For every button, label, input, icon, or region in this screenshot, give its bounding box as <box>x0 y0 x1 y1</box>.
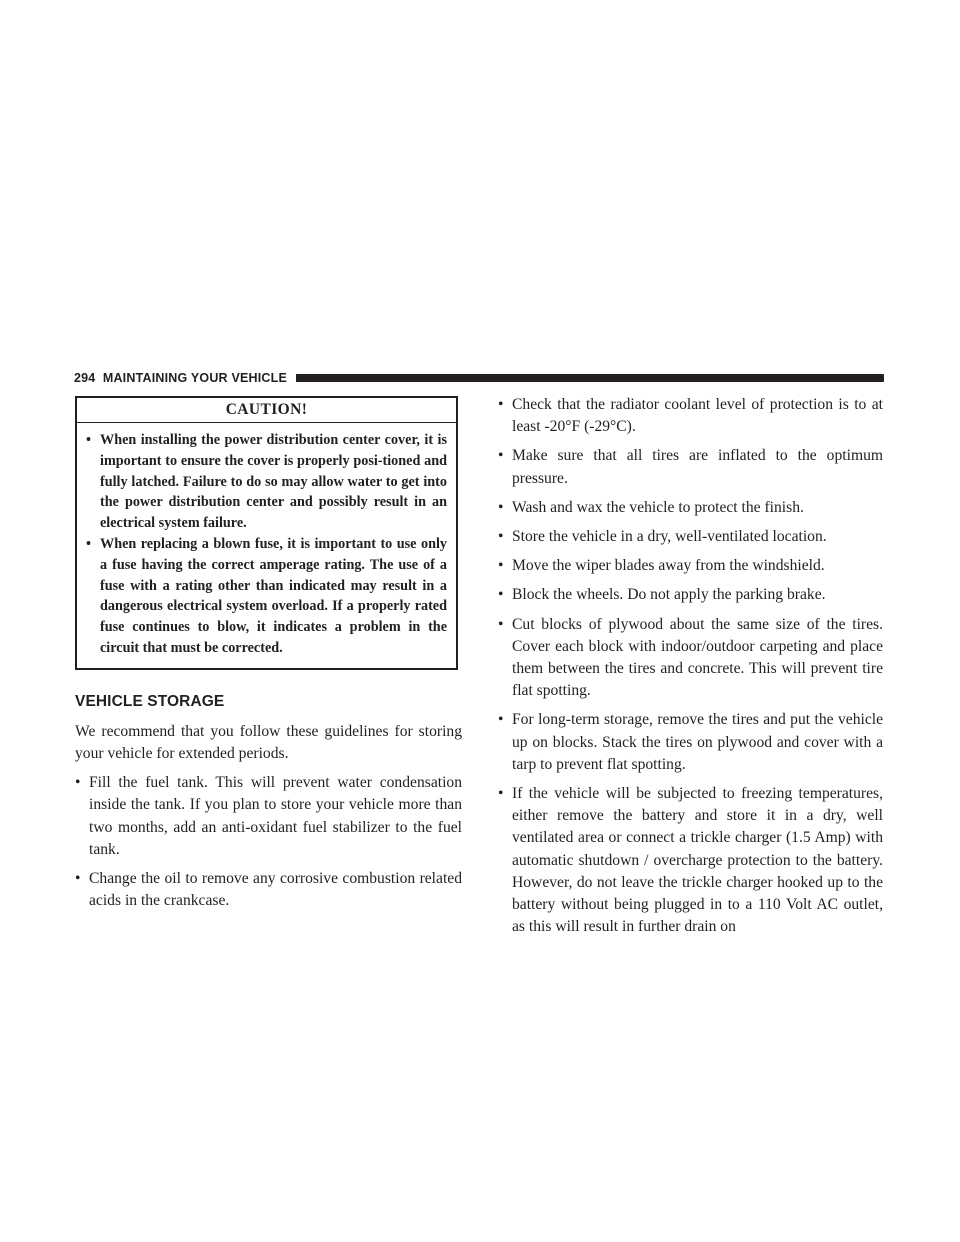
list-item-text: If the vehicle will be subjected to freezing temperatures, either remove the battery and store it in a dry, well ventilated area or connect a trickle charger (1.5 Amp) with automatic shutdown / overcharge protection to the battery. However, do not leave the trickle charger hooked up to the battery without being plugged in to a 110 Volt AC outlet, as this will result in further drain on <box>512 785 883 936</box>
bullet: • <box>75 869 81 887</box>
bullet: • <box>498 396 504 413</box>
list-item-text: Change the oil to remove any corrosive combustion related acids in the crankcase. <box>89 869 462 910</box>
list-item-text: Make sure that all tires are inflated to the optimum pressure. <box>512 447 883 487</box>
header-rule <box>296 374 884 382</box>
list-item-text: Fill the fuel tank. This will prevent water condensation inside the tank. If you plan to store your vehicle more than two months, add an anti-oxidant fuel stabilizer to the fuel tank. <box>89 774 462 858</box>
caution-box <box>75 396 458 670</box>
bullet: • <box>498 528 504 546</box>
running-head <box>74 371 287 385</box>
bullet: • <box>498 711 504 729</box>
list-item <box>498 709 883 776</box>
list-item <box>498 394 883 438</box>
bullet: • <box>86 535 91 552</box>
caution-item <box>85 430 447 534</box>
list-item <box>498 783 883 938</box>
list-item <box>75 772 462 861</box>
list-item <box>498 526 883 548</box>
section-intro: We recommend that you follow these guidelines for storing your vehicle for extended periods. <box>75 722 462 762</box>
caution-item <box>85 534 447 659</box>
list-item-text: Move the wiper blades away from the windshield. <box>512 557 825 575</box>
list-item <box>498 555 883 577</box>
bullet: • <box>498 615 504 633</box>
left-column <box>75 396 462 912</box>
list-item-text: Cut blocks of plywood about the same size of the tires. Cover each block with indoor/outdoor carpeting and place them between the tires and concrete. This will prevent tire flat spotting. <box>512 615 883 700</box>
list-item <box>498 497 883 519</box>
page-header <box>74 371 884 385</box>
list-item <box>498 584 883 606</box>
bullet: • <box>498 498 504 516</box>
caution-item-text: When replacing a blown fuse, it is important to use only a fuse having the correct amperage rating. The use of a fuse with a rating other than indicated may result in a dangerous electrical system overload. If a properly rated fuse continues to blow, it indicates a problem in the circuit that must be corrected. <box>100 535 447 656</box>
list-item-text: Block the wheels. Do not apply the parking brake. <box>512 586 826 604</box>
list-item-text: Check that the radiator coolant level of protection is to at least -20°F (-29°C). <box>512 396 883 436</box>
bullet: • <box>498 557 504 575</box>
storage-list-right <box>498 394 883 938</box>
bullet: • <box>86 432 91 448</box>
right-column <box>498 394 883 938</box>
storage-list-left <box>75 772 462 912</box>
list-item-text: For long-term storage, remove the tires and put the vehicle up on blocks. Stack the tires on plywood and cover with a tarp to prevent flat spotting. <box>512 711 883 773</box>
bullet: • <box>75 774 81 792</box>
list-item <box>75 868 462 912</box>
page-number: 294 <box>74 371 96 385</box>
caution-title: CAUTION! <box>77 398 456 423</box>
section-heading: VEHICLE STORAGE <box>75 692 225 710</box>
list-item <box>498 614 883 703</box>
caution-item-text: When installing the power distribution center cover, it is important to ensure the cover is properly posi-tioned and fully latched. Failure to do so may allow water to get into the power distribution center and possibly result in an electrical system failure. <box>100 432 447 532</box>
list-item-text: Wash and wax the vehicle to protect the finish. <box>512 498 804 516</box>
bullet: • <box>498 785 504 803</box>
list-item <box>498 445 883 489</box>
list-item-text: Store the vehicle in a dry, well-ventilated location. <box>512 528 827 546</box>
section-title: MAINTAINING YOUR VEHICLE <box>102 371 288 385</box>
caution-body <box>77 423 456 668</box>
bullet: • <box>498 586 504 604</box>
bullet: • <box>498 447 504 465</box>
